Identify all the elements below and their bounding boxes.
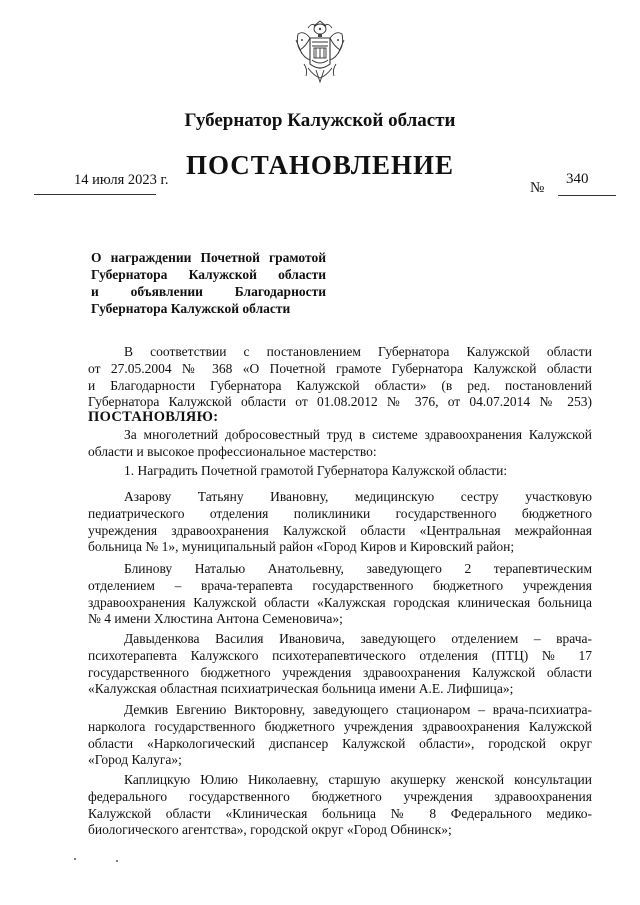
- awardee-line: больница № 1», муниципальный район «Город Киров и Кировский район;: [88, 539, 515, 555]
- awardee-line: Калужской области «Клиническая больница № 8 Федерального медико-: [88, 805, 592, 821]
- coat-of-arms-icon: [294, 20, 346, 86]
- intro-paragraph: [88, 427, 592, 461]
- awardee-line: «Калужская областная психиатрическая больница имени А.Е. Лифшица»;: [88, 681, 514, 697]
- document-type: ПОСТАНОВЛЕНИЕ: [185, 150, 455, 180]
- awardee-line: биологического агентства», городской округ «Город Обнинск»;: [88, 822, 452, 838]
- preamble-paragraph: [88, 344, 592, 411]
- subject-line: Губернатора Калужской области: [91, 301, 291, 316]
- item-1-text: 1. Наградить Почетной грамотой Губернатора Калужской области:: [124, 463, 508, 478]
- awardee-line: учреждения здравоохранения Калужской области «Центральная межрайонная: [88, 522, 592, 538]
- awardee-line: педиатрического отделения поликлиники государственного бюджетного: [88, 505, 592, 521]
- subject-line: и объявлении Благодарности: [91, 284, 326, 299]
- awardee-line: нарколога государственного бюджетного учреждения здравоохранения Калужской: [88, 718, 592, 734]
- document-subject: [91, 249, 326, 317]
- preamble-line: от 27.05.2004 № 368 «О Почетной грамоте Губернатора Калужской области: [88, 360, 592, 376]
- intro-line: За многолетний добросовестный труд в системе здравоохранения Калужской: [124, 427, 592, 442]
- awardee-paragraph: [88, 772, 592, 839]
- awardee-paragraph: [88, 631, 592, 698]
- awardee-line: «Город Калуга»;: [88, 752, 182, 768]
- awardee-paragraph: [88, 702, 592, 769]
- subject-line: Губернатора Калужской области: [91, 267, 326, 282]
- awardee-line: Азарову Татьяну Ивановну, медицинскую сестру участковую: [124, 489, 592, 504]
- document-date: 14 июля 2023 г.: [74, 172, 169, 188]
- scan-speck: [74, 858, 76, 860]
- awardee-line: психотерапевта Калужского психотерапевтического отделения (ПТЦ) № 17: [88, 647, 592, 663]
- awardee-line: отделением – врача-терапевта государственного бюджетного учреждения: [88, 577, 592, 593]
- awardee-line: области «Наркологический диспансер Калужской области», городской округ: [88, 735, 592, 751]
- awardee-paragraph: [88, 561, 592, 628]
- date-underline: [34, 194, 156, 195]
- awardee-line: Блинову Наталью Анатольевну, заведующего 2 терапевтическим: [124, 561, 592, 576]
- scan-speck: [116, 860, 118, 862]
- awardee-line: Давыденкова Василия Ивановича, заведующего отделением – врача-: [124, 631, 592, 646]
- awardee-line: № 4 имени Хлюстина Антона Семеновича»;: [88, 611, 343, 627]
- subject-line: О награждении Почетной грамотой: [91, 250, 326, 265]
- preamble-line: Губернатора Калужской области от 01.08.2012 № 376, от 04.07.2014 № 253): [88, 394, 592, 410]
- document-number: 340: [566, 171, 589, 187]
- decree-word: ПОСТАНОВЛЯЮ:: [88, 409, 219, 425]
- awardee-line: Каплицкую Юлию Николаевну, старшую акушерку женской консультации: [124, 772, 592, 787]
- number-underline: [558, 195, 616, 196]
- preamble-line: В соответствии с постановлением Губернатора Калужской области: [124, 344, 592, 359]
- awardee-line: государственного бюджетного учреждения здравоохранения Калужской области: [88, 664, 592, 680]
- intro-line: области и высокое профессиональное мастерство:: [88, 443, 377, 459]
- awardee-line: Демкив Евгению Викторовну, заведующего стационаром – врача-психиатра-: [124, 702, 592, 717]
- authority-title: Губернатор Калужской области: [184, 110, 456, 131]
- preamble-line: и Благодарности Губернатора Калужской области» (в ред. постановлений: [88, 377, 592, 393]
- item-1: [88, 463, 592, 480]
- number-sign: №: [530, 180, 545, 196]
- awardee-line: федерального государственного бюджетного учреждения здравоохранения: [88, 788, 592, 804]
- awardee-paragraph: [88, 489, 592, 556]
- awardee-line: здравоохранения Калужской области «Калужская городская клиническая больница: [88, 594, 592, 610]
